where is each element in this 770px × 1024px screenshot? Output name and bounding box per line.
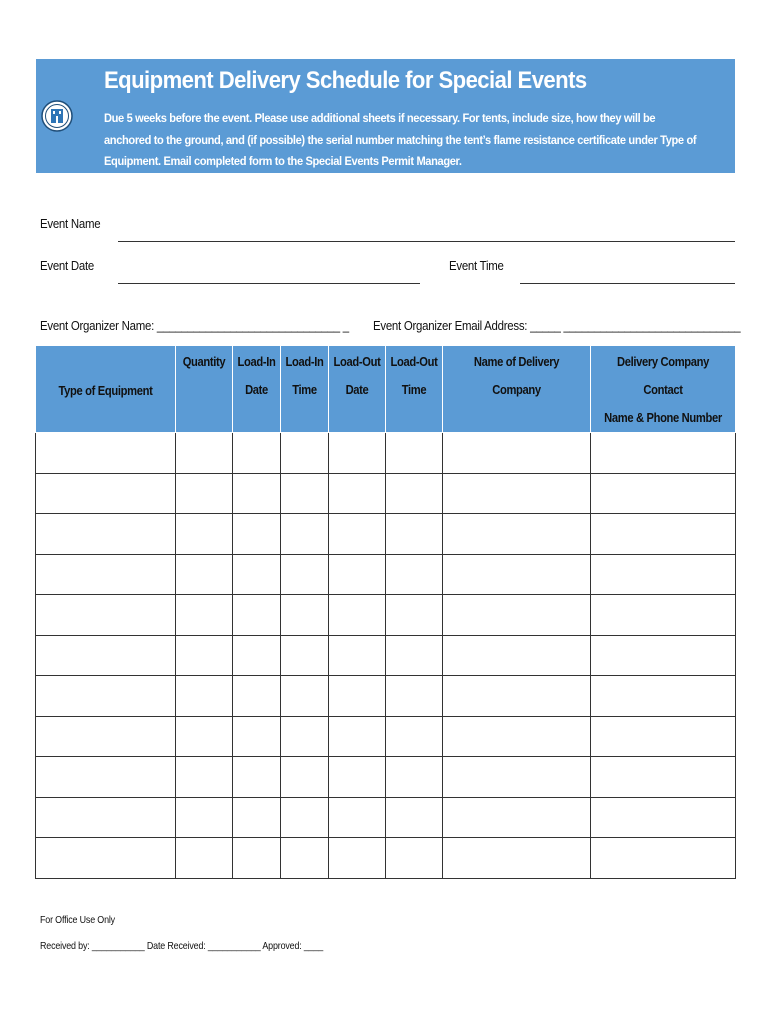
table-header-row — [36, 346, 736, 433]
table-cell[interactable] — [36, 797, 176, 838]
table-cell[interactable] — [329, 716, 386, 757]
table-cell[interactable] — [233, 595, 281, 636]
table-cell[interactable] — [591, 676, 736, 717]
table-cell[interactable] — [591, 473, 736, 514]
table-row — [36, 838, 736, 879]
table-cell[interactable] — [443, 838, 591, 879]
table-cell[interactable] — [233, 635, 281, 676]
office-use-heading: For Office Use Only — [40, 914, 115, 926]
table-row — [36, 757, 736, 798]
table-cell[interactable] — [176, 514, 233, 555]
table-cell[interactable] — [281, 676, 329, 717]
table-cell[interactable] — [329, 797, 386, 838]
table-row — [36, 473, 736, 514]
column-header: Load-Out Date — [329, 346, 386, 433]
organizer-email-field[interactable]: Event Organizer Email Address: _____ _____________________________ — [373, 318, 741, 333]
table-cell[interactable] — [281, 514, 329, 555]
table-cell[interactable] — [233, 676, 281, 717]
table-cell[interactable] — [591, 635, 736, 676]
table-cell[interactable] — [36, 676, 176, 717]
table-cell[interactable] — [386, 797, 443, 838]
table-cell[interactable] — [36, 514, 176, 555]
table-cell[interactable] — [386, 838, 443, 879]
table-row — [36, 433, 736, 474]
table-cell[interactable] — [176, 554, 233, 595]
table-cell[interactable] — [329, 554, 386, 595]
table-cell[interactable] — [443, 433, 591, 474]
table-cell[interactable] — [233, 838, 281, 879]
table-cell[interactable] — [281, 797, 329, 838]
table-cell[interactable] — [233, 716, 281, 757]
column-header: Load-In Time — [281, 346, 329, 433]
table-cell[interactable] — [591, 838, 736, 879]
table-row — [36, 797, 736, 838]
table-row — [36, 514, 736, 555]
table-cell[interactable] — [233, 554, 281, 595]
table-row — [36, 595, 736, 636]
table-cell[interactable] — [233, 473, 281, 514]
table-cell[interactable] — [176, 433, 233, 474]
table-cell[interactable] — [591, 757, 736, 798]
table-cell[interactable] — [443, 676, 591, 717]
table-cell[interactable] — [281, 433, 329, 474]
table-cell[interactable] — [281, 554, 329, 595]
table-cell[interactable] — [233, 514, 281, 555]
table-cell[interactable] — [386, 716, 443, 757]
table-row — [36, 635, 736, 676]
table-row — [36, 716, 736, 757]
table-cell[interactable] — [281, 595, 329, 636]
event-time-field[interactable] — [520, 283, 735, 284]
table-cell[interactable] — [36, 554, 176, 595]
table-cell[interactable] — [281, 716, 329, 757]
table-cell[interactable] — [386, 554, 443, 595]
table-cell[interactable] — [36, 635, 176, 676]
event-date-label: Event Date — [40, 258, 94, 273]
table-cell[interactable] — [443, 757, 591, 798]
table-cell[interactable] — [443, 635, 591, 676]
table-cell[interactable] — [36, 473, 176, 514]
table-cell[interactable] — [176, 473, 233, 514]
table-cell[interactable] — [233, 797, 281, 838]
table-cell[interactable] — [591, 554, 736, 595]
table-cell[interactable] — [386, 676, 443, 717]
event-name-label: Event Name — [40, 216, 101, 231]
office-use-fields[interactable]: Received by: ___________ Date Received: ___________ Approved: ____ — [40, 940, 324, 952]
table-cell[interactable] — [591, 433, 736, 474]
column-header: Delivery Company Contact Name & Phone Number — [591, 346, 736, 433]
column-header: Quantity — [176, 346, 233, 433]
header-description: Due 5 weeks before the event. Please use additional sheets if necessary. For tents, include size, how they will be anchored to the ground, and (if possible) the serial number matching the tent’s flame resistance certificate under Type of Equipment. Email completed form to the Special Events Permit Manager. — [104, 111, 697, 168]
table-cell[interactable] — [329, 757, 386, 798]
table-cell[interactable] — [176, 676, 233, 717]
table-cell[interactable] — [36, 757, 176, 798]
table-cell[interactable] — [591, 797, 736, 838]
table-cell[interactable] — [281, 757, 329, 798]
table-cell[interactable] — [591, 595, 736, 636]
table-cell[interactable] — [36, 838, 176, 879]
table-cell[interactable] — [36, 595, 176, 636]
table-cell[interactable] — [176, 635, 233, 676]
table-cell[interactable] — [233, 757, 281, 798]
column-header: Name of Delivery Company — [443, 346, 591, 433]
table-cell[interactable] — [443, 716, 591, 757]
city-seal-icon — [40, 87, 74, 145]
event-time-label: Event Time — [449, 258, 504, 273]
table-cell[interactable] — [176, 838, 233, 879]
table-cell[interactable] — [443, 797, 591, 838]
table-cell[interactable] — [386, 433, 443, 474]
table-cell[interactable] — [443, 595, 591, 636]
table-cell[interactable] — [443, 554, 591, 595]
table-cell[interactable] — [176, 716, 233, 757]
table-cell[interactable] — [281, 635, 329, 676]
page-title: Equipment Delivery Schedule for Special Events — [104, 67, 587, 94]
table-cell[interactable] — [329, 595, 386, 636]
table-cell[interactable] — [591, 716, 736, 757]
column-header: Load-In Date — [233, 346, 281, 433]
table-cell[interactable] — [386, 514, 443, 555]
table-cell[interactable] — [591, 514, 736, 555]
event-date-field[interactable] — [118, 283, 420, 284]
table-cell[interactable] — [386, 473, 443, 514]
table-cell[interactable] — [386, 635, 443, 676]
table-cell[interactable] — [329, 514, 386, 555]
column-header: Load-Out Time — [386, 346, 443, 433]
table-cell[interactable] — [329, 635, 386, 676]
table-cell[interactable] — [36, 716, 176, 757]
column-header: Type of Equipment — [36, 346, 176, 433]
table-cell[interactable] — [443, 473, 591, 514]
table-cell[interactable] — [233, 433, 281, 474]
table-cell[interactable] — [281, 473, 329, 514]
table-cell[interactable] — [329, 473, 386, 514]
table-cell[interactable] — [386, 595, 443, 636]
table-cell[interactable] — [36, 433, 176, 474]
table-cell[interactable] — [329, 676, 386, 717]
table-cell[interactable] — [176, 797, 233, 838]
table-row — [36, 676, 736, 717]
table-cell[interactable] — [443, 514, 591, 555]
event-name-field[interactable] — [118, 241, 735, 242]
organizer-name-field[interactable]: Event Organizer Name: ______________________________ _ — [40, 318, 349, 333]
table-row — [36, 554, 736, 595]
table-cell[interactable] — [176, 757, 233, 798]
table-cell[interactable] — [176, 595, 233, 636]
table-cell[interactable] — [329, 433, 386, 474]
table-cell[interactable] — [281, 838, 329, 879]
table-cell[interactable] — [329, 838, 386, 879]
equipment-table — [35, 345, 736, 879]
table-cell[interactable] — [386, 757, 443, 798]
